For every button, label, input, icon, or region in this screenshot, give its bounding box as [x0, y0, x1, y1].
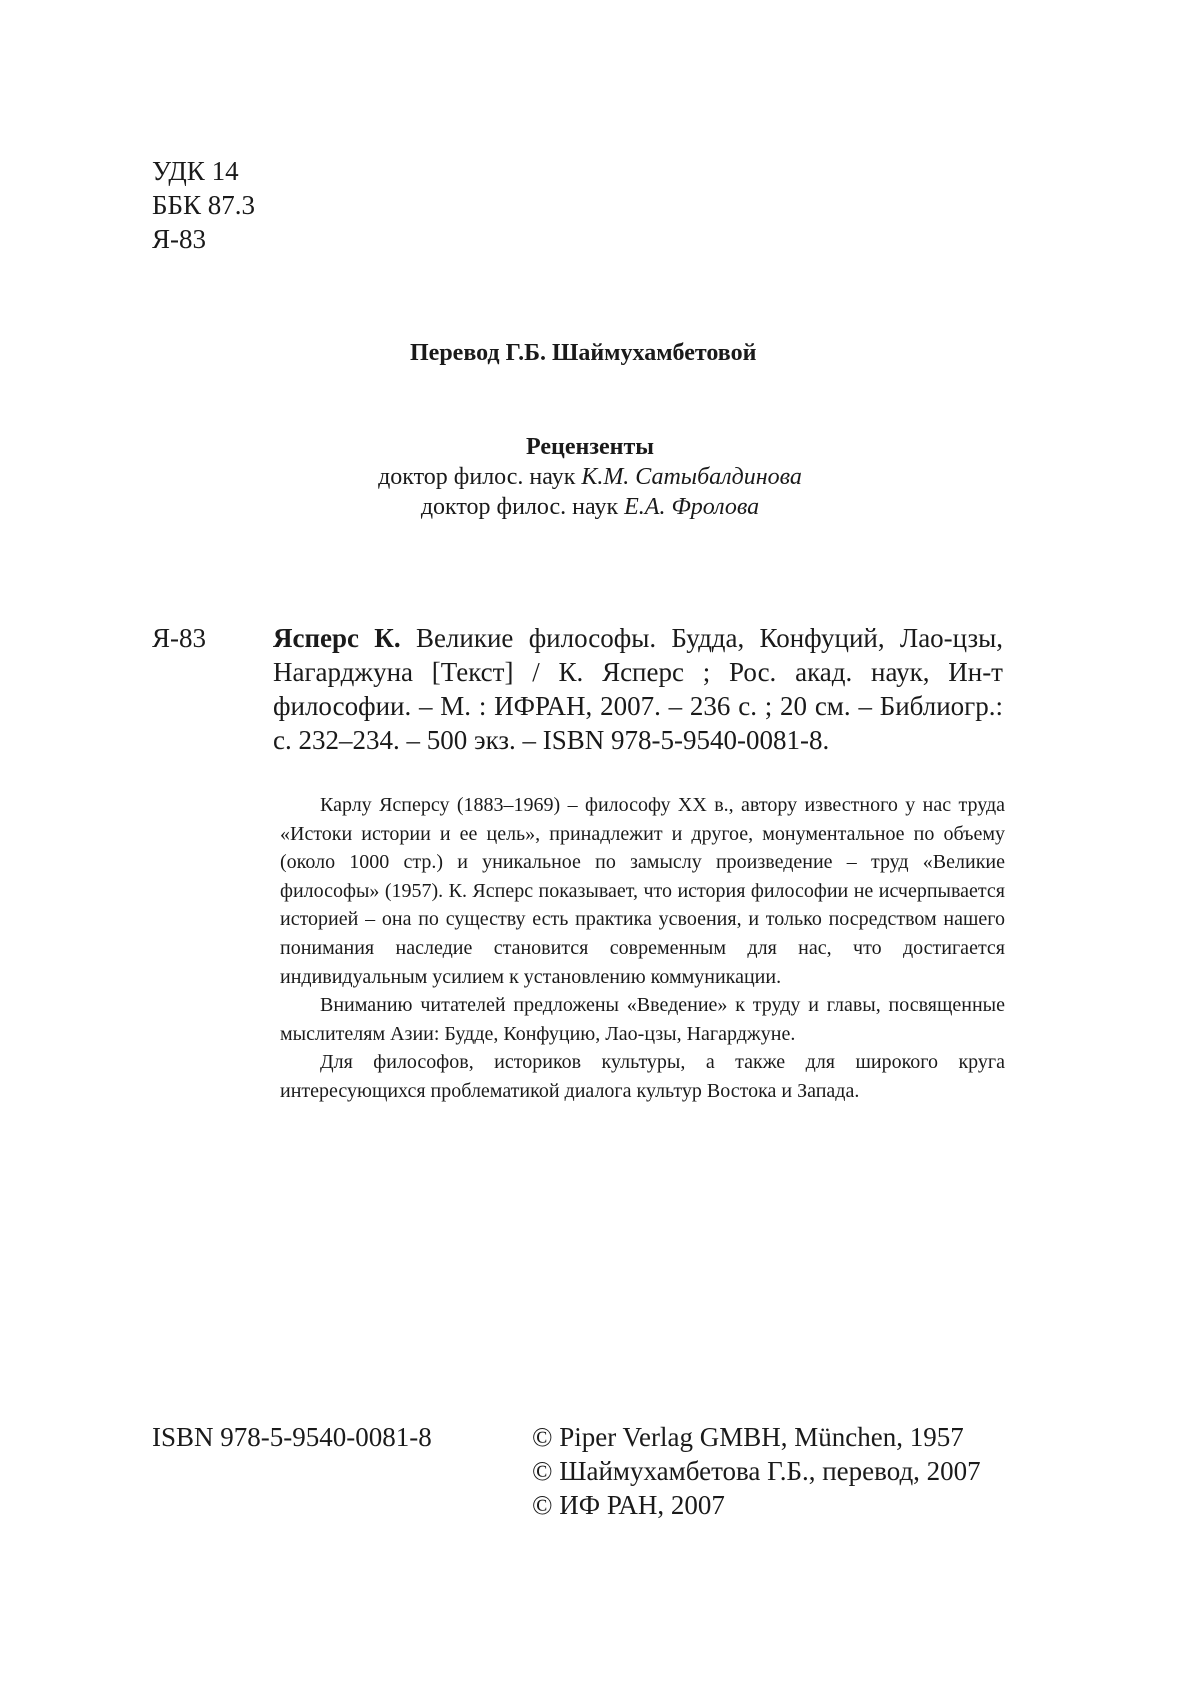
copyright-line: © ИФ РАН, 2007 [532, 1490, 725, 1520]
copyright-line: © Piper Verlag GMBH, München, 1957 [532, 1422, 964, 1452]
reviewers-block [300, 432, 880, 522]
reviewer-line [300, 492, 880, 522]
annotation-paragraph: Вниманию читателей предложены «Введение» к труду и главы, посвященные мыслителям Азии: Будде, Конфуцию, Лао-цзы, Нагарджуне. [280, 994, 1005, 1045]
copyright-line: © Шаймухамбетова Г.Б., перевод, 2007 [532, 1456, 981, 1486]
reviewer-title: доктор филос. наук [378, 464, 576, 490]
translator-credit: Перевод Г.Б. Шаймухамбетовой [410, 340, 757, 366]
isbn: ISBN 978-5-9540-0081-8 [152, 1422, 432, 1452]
reviewer-name: Е.А. Фролова [624, 494, 760, 520]
udk-code: УДК 14 [152, 156, 239, 186]
annotation-paragraph: Карлу Ясперсу (1883–1969) – философу ХХ в., автору известного у нас труда «Истоки истории и ее цель», принадлежит и другое, монументальное по объему (около 1000 стр.) и уникальное по замыслу произведение – труд «Великие философы» (1957). К. Ясперс показывает, что история философии не исчерпывается историей – она по существу есть практика усвоения, и только посредством нашего понимания наследие становится современным для нас, что достигается индивидуальным усилием к установлению коммуникации. [280, 794, 1005, 988]
bibliographic-code: Я-83 [152, 623, 206, 653]
bibliographic-author: Ясперс К. [273, 623, 401, 653]
reviewers-heading: Рецензенты [526, 434, 654, 460]
reviewer-title: доктор филос. наук [420, 494, 619, 520]
annotation [280, 791, 1005, 1106]
bibliographic-description: Великие философы. Будда, Конфуций, Лао-цзы, Нагарджуна [Текст] / К. Ясперс ; Рос. акад. наук, Ин-т философии. – М. : ИФРАН, 2007. – 236 с. ; 20 см. – Библиогр.: с. 232–234. – 500 экз. – ISBN 978-5-9540-0081-8. [273, 623, 1004, 755]
annotation-paragraph: Для философов, историков культуры, а также для широкого круга интересующихся проблематикой диалога культур Востока и Запада. [280, 1051, 1005, 1102]
bbk-code: ББК 87.3 [152, 190, 256, 220]
reviewer-name: К.М. Сатыбалдинова [581, 464, 802, 490]
reviewer-line [300, 462, 880, 492]
author-mark: Я-83 [152, 224, 206, 254]
classification-block [152, 154, 255, 256]
bibliographic-record [273, 621, 1003, 757]
copyright-notices [532, 1420, 981, 1522]
